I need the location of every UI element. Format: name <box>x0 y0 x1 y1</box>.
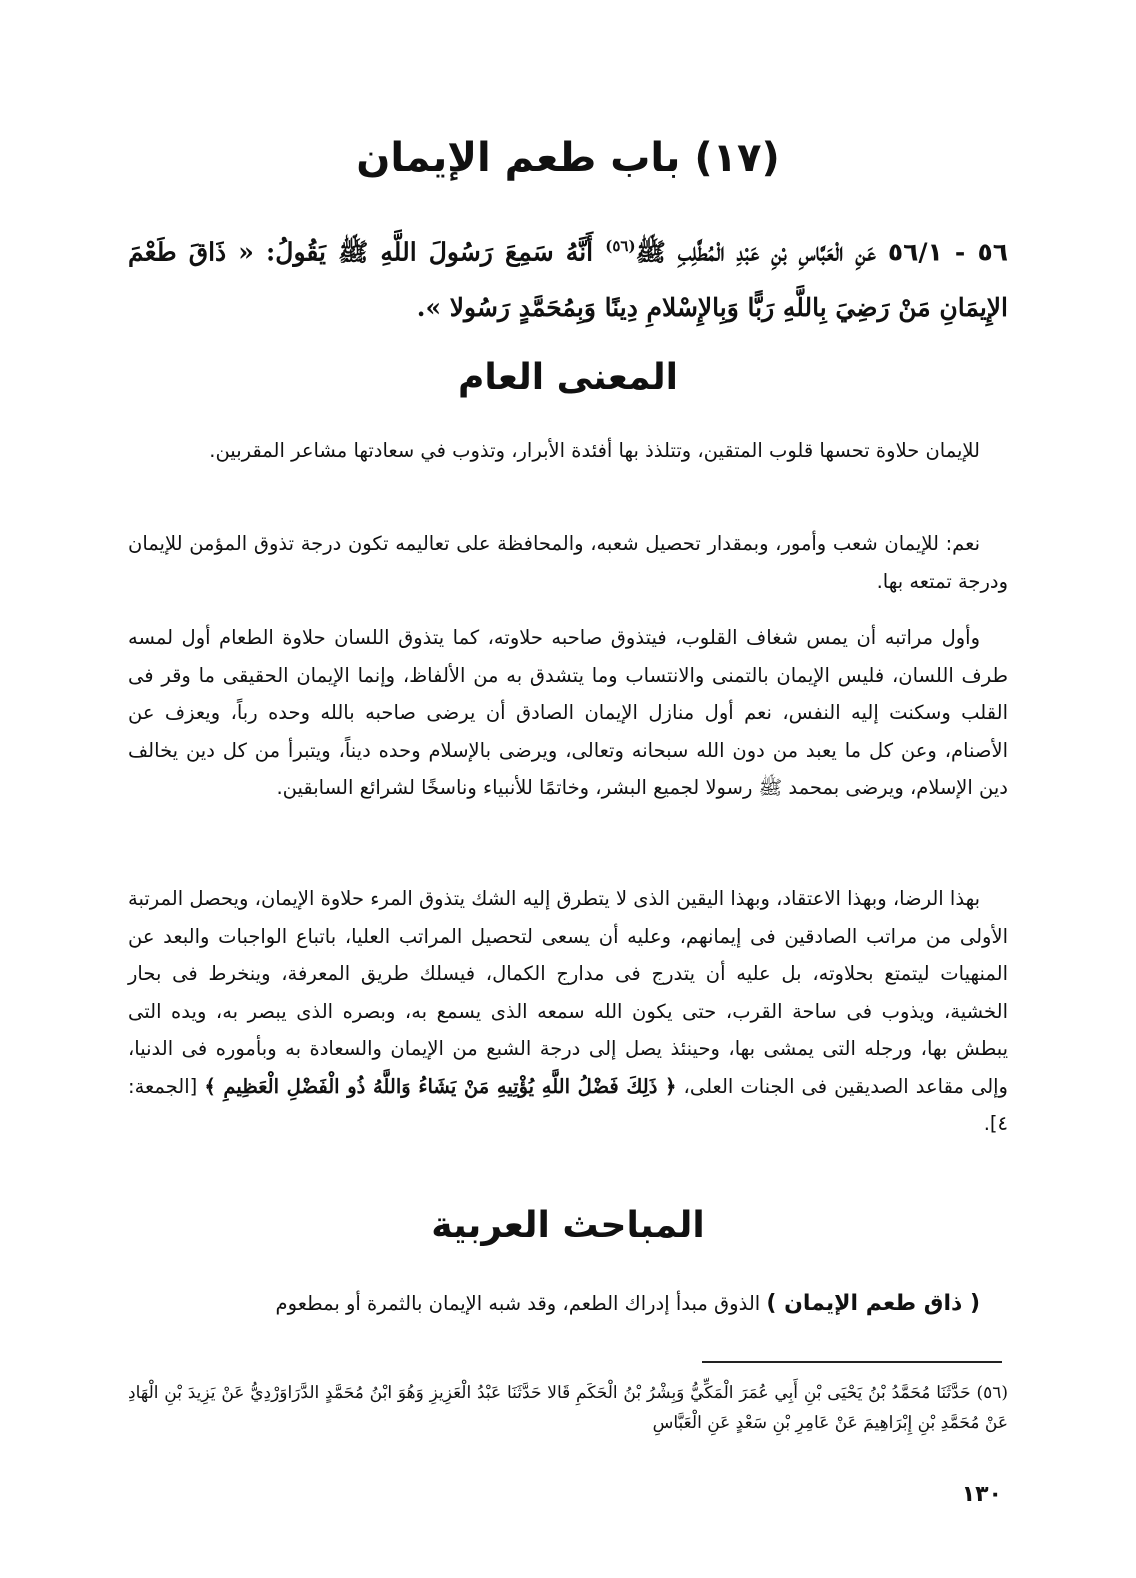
keyword: ( ذاق طعم الإيمان ) <box>766 1291 980 1316</box>
paragraph-text: وأول مراتبه أن يمس شغاف القلوب، فيتذوق صاحبه حلاوته، كما يتذوق اللسان حلاوة الطعام أول لمسه طرف اللسان، فليس الإيمان بالتمنى والانتساب وما يتشدق به من الألفاظ، وإنما الإيمان الحقيقى ما وقر فى القلب وسكنت إليه النفس، نعم أول منازل الإيمان الصادق أن يرضى صاحبه بالله وحده رباً، ويعزف عن الأصنام، وعن كل ما يعبد من دون الله سبحانه وتعالى، ويرضى بالإسلام وحده ديناً، ويتبرأ من كل دين يخالف دين الإسلام، ويرضى بمحمد ﷺ رسولا لجميع البشر، وخاتمًا للأنبياء وناسخًا لشرائع السابقين. <box>128 626 1008 799</box>
section-title-arabic-studies: المباحث العربية <box>431 1205 705 1246</box>
hadith-sub-number: ٥٦/١ <box>887 237 943 267</box>
paragraph <box>128 619 1008 807</box>
paragraph-text: للإيمان حلاوة تحسها قلوب المتقين، وتتلذذ بها أفئدة الأبرار، وتذوب في سعادتها مشاعر المقربين. <box>209 439 980 462</box>
paragraph <box>128 432 1008 470</box>
footnote: (٥٦) حَدَّثَنَا مُحَمَّدُ بْنُ يَحْيَى بْنِ أَبِي عُمَرَ الْمَكِّيُّ وَبِشْرُ بْنُ الْحَكَمِ قَالا حَدَّثَنَا عَبْدُ الْعَزِيزِ وَهُوَ ابْنُ مُحَمَّدٍ الدَّرَاوَرْدِيُّ عَنْ يَزِيدَ بْنِ الْهَادِ عَنْ مُحَمَّدِ بْنِ إِبْرَاهِيمَ عَنْ عَامِرِ بْنِ سَعْدٍ عَنِ الْعَبَّاسِ <box>128 1383 1008 1433</box>
section-title-general-meaning: المعنى العام <box>457 357 679 398</box>
hadith-footnote-ref[interactable]: (٥٦) <box>605 237 636 255</box>
paragraph-text: بهذا الرضا، وبهذا الاعتقاد، وبهذا اليقين الذى لا يتطرق إليه الشك يتذوق المرء حلاوة الإيمان، ويحصل المرتبة الأولى من مراتب الصادقين فى إيمانهم، وعليه أن يسعى لتحصيل المراتب العليا، باتباع الواجبات والبعد عن المنهيات ليتمتع بحلاوته، بل عليه أن يتدرج فى مدارج الكمال، فيسلك طريق المعرفة، وينخرط فى بحار الخشية، ويذوب فى ساحة القرب، حتى يكون الله سمعه الذى يسمع به، وبصره الذى يبصر به، ويده التى يبطش بها، ورجله التى يمشى بها، وحينئذ يصل إلى درجة الشبع من الإيمان والسعادة به وبأموره فى الدنيا، وإلى مقاعد الصديقين فى الجنات العلى، <box>128 887 1008 1098</box>
page-number: ١٣٠ <box>961 1482 1002 1507</box>
hadith-text: ٥٦ - ٥٦/١ عَنِ الْعَبَّاسِ بْنِ عَبْدِ الْمُطَّلِبِ ﷺ$^{(٥٦)}$ أَنَّهُ سَمِعَ رَسُولَ اللَّهِ ﷺ يَقُولُ: « ذَاقَ طَعْمَ الإِيمَانِ مَنْ رَضِيَ بِاللَّهِ رَبًّا وَبِالإِسْلامِ دِينًا وَبِمُحَمَّدٍ رَسُولا ». <box>128 237 1008 323</box>
hadith-body: أَنَّهُ سَمِعَ رَسُولَ اللَّهِ ﷺ يَقُولُ: « ذَاقَ طَعْمَ الإِيمَانِ مَنْ رَضِيَ بِاللَّهِ رَبًّا وَبِالإِسْلامِ دِينًا وَبِمُحَمَّدٍ رَسُولا ». <box>128 237 1008 323</box>
hadith-narrator: عَنِ الْعَبَّاسِ بْنِ عَبْدِ الْمُطَّلِبِ ﷺ <box>635 237 876 267</box>
footnote-divider <box>702 1361 1002 1363</box>
paragraph <box>128 1285 1008 1323</box>
paragraph <box>128 525 1008 600</box>
quran-reference: [الجمعة: ٤]. <box>128 1074 1008 1135</box>
hadith-number: ٥٦ <box>977 237 1008 267</box>
paragraph <box>128 880 1008 1143</box>
chapter-title: (١٧) باب طعم الإيمان <box>356 135 780 181</box>
quran-verse: ﴿ ذَلِكَ فَضْلُ اللَّهِ يُؤْتِيهِ مَنْ يَشَاءُ وَاللَّهُ ذُو الْفَضْلِ الْعَظِيمِ ﴾ <box>204 1074 677 1098</box>
paragraph-text: نعم: للإيمان شعب وأمور، وبمقدار تحصيل شعبه، والمحافظة على تعاليمه تكون درجة تذوق المؤمن للإيمان ودرجة تمتعه بها. <box>128 532 1008 593</box>
paragraph-text: الذوق مبدأ إدراك الطعم، وقد شبه الإيمان بالثمرة أو بمطعوم <box>275 1292 761 1315</box>
